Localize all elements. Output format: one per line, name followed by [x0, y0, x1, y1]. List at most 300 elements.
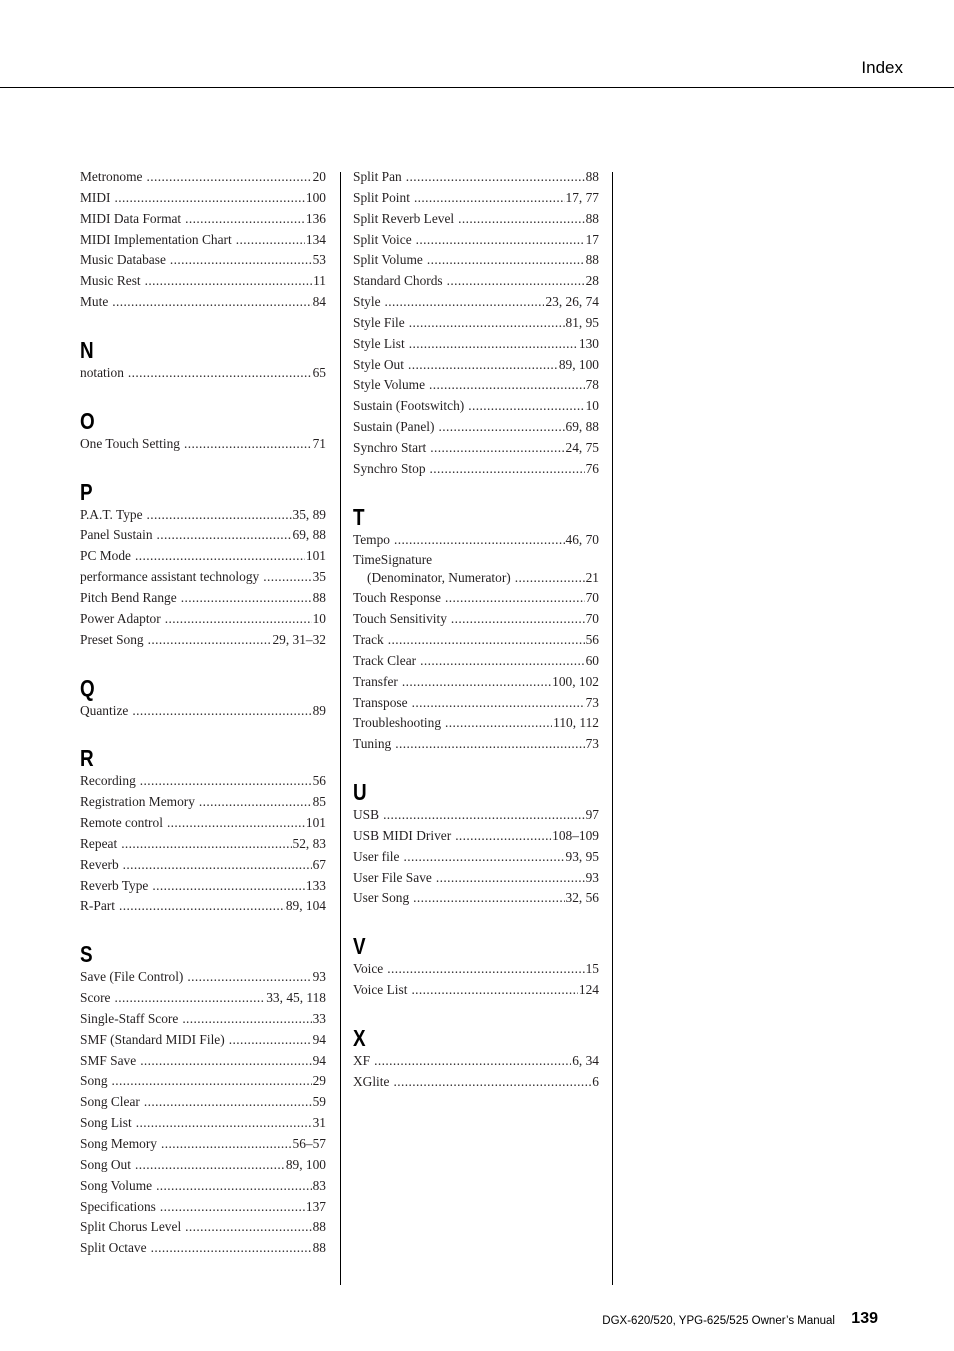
- index-pages: 21: [585, 569, 599, 585]
- leader-dots: [374, 1051, 571, 1072]
- index-pages: 17: [585, 231, 599, 247]
- index-term: Transfer: [353, 673, 398, 689]
- index-entry: [353, 167, 599, 188]
- index-term: notation: [80, 364, 124, 380]
- index-term: Reverb: [80, 856, 119, 872]
- index-term: Transpose: [353, 694, 408, 710]
- leader-dots: [132, 701, 311, 722]
- index-entry: [80, 292, 326, 313]
- index-term: Song Volume: [80, 1177, 153, 1193]
- index-pages: 11: [313, 273, 326, 289]
- index-entry: [80, 1176, 326, 1197]
- leader-dots: [184, 434, 312, 455]
- index-entry: [353, 847, 599, 868]
- index-entry: [80, 1155, 326, 1176]
- index-term: Split Voice: [353, 231, 412, 247]
- index-pages: 56: [585, 632, 599, 648]
- leader-dots: [409, 313, 565, 334]
- index-entry: [353, 230, 599, 251]
- index-entry: [80, 1092, 326, 1113]
- leader-dots: [236, 230, 305, 251]
- index-entry: [353, 888, 599, 909]
- index-term: Split Pan: [353, 169, 402, 184]
- leader-dots: [112, 292, 311, 313]
- index-term: Style File: [353, 314, 405, 330]
- section-letter: P: [80, 478, 93, 505]
- index-pages: 108–109: [552, 827, 599, 843]
- leader-dots: [420, 651, 585, 672]
- index-pages: 53: [312, 252, 326, 268]
- leader-dots: [427, 250, 585, 271]
- index-entry: [80, 546, 326, 567]
- leader-dots: [199, 792, 312, 813]
- leader-dots: [413, 888, 564, 909]
- index-pages: 94: [312, 1031, 326, 1047]
- leader-dots: [388, 630, 585, 651]
- index-entry: [353, 188, 599, 209]
- index-term: Save (File Control): [80, 969, 184, 985]
- leader-dots: [147, 505, 292, 526]
- index-term: Quantize: [80, 702, 129, 718]
- index-pages: 101: [305, 548, 326, 564]
- leader-dots: [393, 1072, 591, 1093]
- index-pages: 17, 77: [565, 189, 599, 205]
- leader-dots: [263, 567, 311, 588]
- leader-dots: [414, 188, 565, 209]
- index-entry: [353, 651, 599, 672]
- index-pages: 65: [312, 364, 326, 380]
- index-column-right: [353, 167, 599, 1093]
- index-term: Metronome: [80, 169, 143, 184]
- leader-dots: [140, 1051, 311, 1072]
- index-term: Reverb Type: [80, 877, 149, 893]
- index-pages: 24, 75: [565, 439, 599, 455]
- index-pages: 35, 89: [292, 506, 326, 522]
- index-pages: 133: [305, 877, 326, 893]
- index-term: Sustain (Panel): [353, 419, 435, 435]
- index-pages: 88: [585, 210, 599, 226]
- index-term: TimeSignature: [353, 551, 433, 567]
- index-entry: [80, 525, 326, 546]
- index-term: User File Save: [353, 869, 432, 885]
- index-term: SMF Save: [80, 1052, 137, 1068]
- index-term: Repeat: [80, 835, 118, 851]
- index-term: XF: [353, 1053, 371, 1068]
- index-entry: [80, 1030, 326, 1051]
- index-entry: [80, 1051, 326, 1072]
- index-term: SMF (Standard MIDI File): [80, 1031, 225, 1047]
- index-term: Split Octave: [80, 1240, 147, 1256]
- index-pages: 93: [312, 969, 326, 985]
- index-pages: 59: [312, 1094, 326, 1110]
- index-entry: [353, 417, 599, 438]
- index-entry: [80, 167, 326, 188]
- leader-dots: [447, 271, 585, 292]
- leader-dots: [455, 826, 551, 847]
- leader-dots: [135, 1155, 285, 1176]
- index-pages: 69, 88: [292, 527, 326, 543]
- index-term: MIDI Implementation Chart: [80, 231, 232, 247]
- leader-dots: [123, 855, 312, 876]
- index-subterm: (Denominator, Numerator): [367, 569, 511, 585]
- footer-manual-title: DGX-620/520, YPG-625/525 Owner’s Manual: [602, 1315, 835, 1327]
- index-term: Style Volume: [353, 377, 426, 393]
- index-pages: 124: [578, 982, 599, 998]
- index-entry: [80, 967, 326, 988]
- index-term: Song: [80, 1073, 108, 1089]
- leader-dots: [387, 959, 584, 980]
- index-pages: 6, 34: [572, 1053, 599, 1068]
- index-term: Troubleshooting: [353, 715, 442, 731]
- index-pages: 52, 83: [292, 835, 326, 851]
- index-entry: [80, 1113, 326, 1134]
- index-term: Synchro Start: [353, 439, 427, 455]
- index-entry: [80, 588, 326, 609]
- index-pages: 10: [585, 398, 599, 414]
- index-entry: [353, 959, 599, 980]
- leader-dots: [430, 438, 564, 459]
- index-pages: 56: [312, 773, 326, 789]
- index-pages: 29, 31–32: [272, 631, 326, 647]
- index-pages: 35: [312, 569, 326, 585]
- section-letter: Q: [80, 674, 95, 701]
- index-term: MIDI: [80, 189, 111, 205]
- index-pages: 101: [305, 815, 326, 831]
- leader-dots: [144, 1092, 312, 1113]
- leader-dots: [119, 896, 285, 917]
- leader-dots: [395, 734, 584, 755]
- index-pages: 73: [585, 694, 599, 710]
- index-pages: 88: [585, 252, 599, 268]
- index-term: Single-Staff Score: [80, 1010, 179, 1026]
- index-entry: [80, 876, 326, 897]
- index-entry: [80, 271, 326, 292]
- index-term: Music Rest: [80, 273, 141, 289]
- index-term: Sustain (Footswitch): [353, 398, 465, 414]
- index-term: Split Point: [353, 189, 410, 205]
- leader-dots: [403, 847, 564, 868]
- index-entry: [353, 630, 599, 651]
- index-term: Split Chorus Level: [80, 1219, 182, 1235]
- index-term: R-Part: [80, 898, 115, 914]
- index-pages: 88: [312, 1240, 326, 1256]
- leader-dots: [411, 980, 577, 1001]
- index-pages: 136: [305, 210, 326, 226]
- index-pages: 20: [312, 169, 326, 184]
- index-term: Song List: [80, 1115, 132, 1131]
- leader-dots: [151, 1238, 312, 1259]
- leader-dots: [408, 355, 558, 376]
- index-pages: 89, 104: [285, 898, 326, 914]
- section-letter: R: [80, 745, 94, 772]
- leader-dots: [135, 546, 305, 567]
- index-entry: [353, 292, 599, 313]
- leader-dots: [406, 167, 585, 188]
- index-pages: 81, 95: [565, 314, 599, 330]
- index-term: Song Out: [80, 1156, 131, 1172]
- leader-dots: [468, 396, 584, 417]
- index-subentry: [353, 568, 599, 589]
- leader-dots: [445, 713, 552, 734]
- index-entry: [353, 734, 599, 755]
- index-pages: 110, 112: [553, 715, 599, 731]
- index-term: Registration Memory: [80, 794, 195, 810]
- index-term: XGlite: [353, 1073, 390, 1089]
- leader-dots: [136, 1113, 312, 1134]
- index-pages: 71: [312, 435, 326, 451]
- index-entry: [80, 771, 326, 792]
- leader-dots: [445, 588, 585, 609]
- leader-dots: [416, 230, 585, 251]
- leader-dots: [185, 1217, 311, 1238]
- leader-dots: [160, 1197, 305, 1218]
- index-entry: [353, 826, 599, 847]
- index-entry: [353, 271, 599, 292]
- leader-dots: [157, 525, 292, 546]
- index-pages: 6: [592, 1073, 599, 1089]
- leader-dots: [394, 530, 565, 551]
- index-entry: [80, 1134, 326, 1155]
- index-term: MIDI Data Format: [80, 210, 182, 226]
- index-term: Voice: [353, 961, 384, 977]
- index-term: PC Mode: [80, 548, 131, 564]
- index-term: Style Out: [353, 356, 404, 372]
- index-pages: 31: [312, 1115, 326, 1131]
- index-term: Track: [353, 632, 384, 648]
- index-entry: [80, 792, 326, 813]
- index-entry: [80, 363, 326, 384]
- index-term: Split Reverb Level: [353, 210, 455, 226]
- index-pages: 93, 95: [565, 848, 599, 864]
- index-pages: 89, 100: [285, 1156, 326, 1172]
- leader-dots: [146, 167, 311, 188]
- index-term: Power Adaptor: [80, 610, 161, 626]
- footer-page-number: 139: [851, 1310, 878, 1327]
- index-entry: [80, 1238, 326, 1259]
- index-term: Tuning: [353, 736, 392, 752]
- index-pages: 130: [578, 335, 599, 351]
- index-entry: [80, 630, 326, 651]
- index-term: User Song: [353, 890, 410, 906]
- leader-dots: [412, 693, 585, 714]
- leader-dots: [140, 771, 312, 792]
- leader-dots: [112, 1071, 312, 1092]
- index-pages: 84: [312, 294, 326, 310]
- index-term: Voice List: [353, 982, 408, 998]
- index-term: Preset Song: [80, 631, 144, 647]
- index-entry: [80, 209, 326, 230]
- index-term: Music Database: [80, 252, 166, 268]
- index-term: Pitch Bend Range: [80, 589, 177, 605]
- index-entry: [80, 988, 326, 1009]
- index-term: Song Memory: [80, 1136, 157, 1151]
- index-term: Recording: [80, 773, 136, 789]
- section-letter: S: [80, 941, 93, 968]
- index-entry: [353, 375, 599, 396]
- index-entry: [353, 355, 599, 376]
- index-term: Mute: [80, 294, 109, 310]
- index-term: USB MIDI Driver: [353, 827, 452, 843]
- index-term: Touch Sensitivity: [353, 611, 447, 627]
- index-entry: [353, 396, 599, 417]
- index-entry: [80, 250, 326, 271]
- section-letter: V: [353, 933, 366, 960]
- leader-dots: [451, 609, 585, 630]
- index-pages: 60: [585, 652, 599, 668]
- index-term: Song Clear: [80, 1094, 140, 1110]
- index-pages: 70: [585, 590, 599, 606]
- leader-dots: [402, 672, 551, 693]
- index-entry: [353, 980, 599, 1001]
- index-pages: 94: [312, 1052, 326, 1068]
- index-term: performance assistant technology: [80, 569, 260, 585]
- index-pages: 137: [305, 1198, 326, 1214]
- leader-dots: [430, 459, 585, 480]
- index-pages: 73: [585, 736, 599, 752]
- leader-dots: [128, 363, 312, 384]
- section-letter: U: [353, 779, 367, 806]
- index-entry: [353, 713, 599, 734]
- index-entry: [353, 588, 599, 609]
- leader-dots: [152, 876, 305, 897]
- index-column-left: [80, 167, 326, 1259]
- index-term: Specifications: [80, 1198, 156, 1214]
- index-entry: [80, 1217, 326, 1238]
- section-letter: X: [353, 1025, 366, 1051]
- index-entry: [80, 701, 326, 722]
- index-term: Synchro Stop: [353, 460, 426, 476]
- leader-dots: [409, 334, 578, 355]
- leader-dots: [182, 1009, 311, 1030]
- index-entry: [353, 868, 599, 889]
- index-pages: 100: [305, 189, 326, 205]
- leader-dots: [115, 988, 266, 1009]
- index-pages: 78: [585, 377, 599, 393]
- leader-dots: [185, 209, 305, 230]
- index-pages: 88: [312, 1219, 326, 1235]
- index-pages: 93: [585, 869, 599, 885]
- leader-dots: [515, 568, 585, 589]
- index-entry: [80, 1009, 326, 1030]
- index-entry: [80, 505, 326, 526]
- index-term: Score: [80, 990, 111, 1006]
- index-entry: [353, 313, 599, 334]
- index-entry: [80, 1197, 326, 1218]
- leader-dots: [458, 209, 584, 230]
- index-term: Remote control: [80, 815, 163, 831]
- index-entry: [80, 230, 326, 251]
- index-pages: 85: [312, 794, 326, 810]
- index-entry: [80, 434, 326, 455]
- index-term: Touch Response: [353, 590, 441, 606]
- index-entry: [353, 209, 599, 230]
- leader-dots: [161, 1134, 292, 1155]
- leader-dots: [170, 250, 312, 271]
- leader-dots: [438, 417, 564, 438]
- section-letter: T: [353, 503, 365, 530]
- index-pages: 88: [312, 589, 326, 605]
- leader-dots: [145, 271, 312, 292]
- index-pages: 76: [585, 460, 599, 476]
- leader-dots: [187, 967, 311, 988]
- section-letter: O: [80, 407, 95, 434]
- index-entry: [80, 896, 326, 917]
- index-pages: 46, 70: [565, 531, 599, 547]
- index-term: Panel Sustain: [80, 527, 153, 543]
- index-entry: [353, 693, 599, 714]
- index-pages: 89: [312, 702, 326, 718]
- leader-dots: [429, 375, 585, 396]
- index-term: Track Clear: [353, 652, 417, 668]
- index-pages: 100, 102: [552, 673, 599, 689]
- index-pages: 29: [312, 1073, 326, 1089]
- index-entry: [353, 530, 599, 551]
- index-entry: [353, 672, 599, 693]
- index-entry: [353, 551, 599, 589]
- column-divider-right: [612, 172, 613, 1285]
- leader-dots: [181, 588, 312, 609]
- index-entry: [353, 438, 599, 459]
- index-pages: 10: [312, 610, 326, 626]
- index-entry: [80, 813, 326, 834]
- leader-dots: [167, 813, 305, 834]
- index-pages: 83: [312, 1177, 326, 1193]
- index-pages: 15: [585, 961, 599, 977]
- index-pages: 23, 26, 74: [545, 294, 599, 310]
- index-pages: 89, 100: [558, 356, 599, 372]
- index-pages: 33: [312, 1010, 326, 1026]
- index-pages: 32, 56: [565, 890, 599, 906]
- column-divider-left: [340, 172, 341, 1285]
- leader-dots: [383, 805, 585, 826]
- leader-dots: [156, 1176, 312, 1197]
- index-pages: 88: [585, 169, 599, 184]
- index-pages: 56–57: [292, 1136, 326, 1151]
- leader-dots: [436, 868, 585, 889]
- index-term: Style: [353, 294, 381, 310]
- index-term: Standard Chords: [353, 273, 443, 289]
- index-entry: [80, 609, 326, 630]
- index-pages: 67: [312, 856, 326, 872]
- index-term: One Touch Setting: [80, 435, 180, 451]
- header-rule: [0, 87, 954, 88]
- index-entry: [353, 334, 599, 355]
- leader-dots: [148, 630, 272, 651]
- index-term: P.A.T. Type: [80, 506, 143, 522]
- index-entry: [80, 1071, 326, 1092]
- leader-dots: [121, 834, 291, 855]
- index-entry: [353, 1051, 599, 1072]
- index-entry: [80, 188, 326, 209]
- index-pages: 70: [585, 611, 599, 627]
- index-entry: [353, 1072, 599, 1093]
- index-entry: [353, 459, 599, 480]
- index-pages: 69, 88: [565, 419, 599, 435]
- leader-dots: [229, 1030, 312, 1051]
- index-pages: 33, 45, 118: [266, 990, 326, 1006]
- index-term: Tempo: [353, 531, 390, 547]
- index-entry: [353, 609, 599, 630]
- leader-dots: [165, 609, 312, 630]
- index-term: USB: [353, 807, 380, 823]
- index-entry: [80, 834, 326, 855]
- leader-dots: [115, 188, 305, 209]
- page-header-title: Index: [861, 58, 903, 77]
- index-pages: 97: [585, 807, 599, 823]
- index-term: Style List: [353, 335, 405, 351]
- index-pages: 134: [305, 231, 326, 247]
- index-entry: [353, 805, 599, 826]
